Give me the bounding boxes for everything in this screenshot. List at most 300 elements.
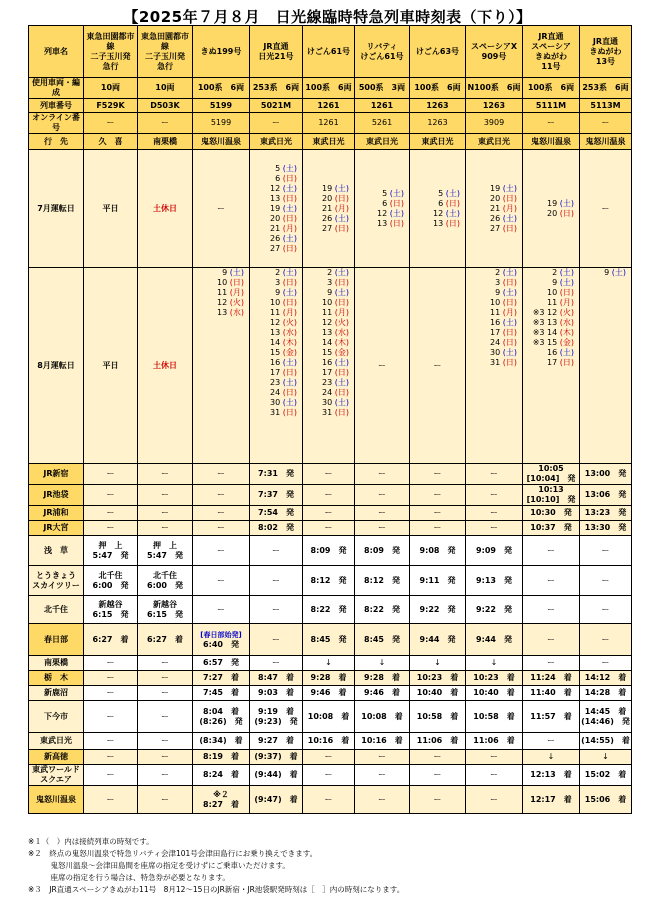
time-cell: ー: [138, 671, 193, 686]
station-row: [29, 596, 632, 624]
time-cell: ー: [138, 786, 193, 814]
run-days: [355, 150, 410, 268]
time-cell: ー: [355, 750, 410, 765]
row-cell: 東武日光: [250, 134, 303, 150]
time-cell: (9:37) 着: [250, 750, 303, 765]
time-cell: 10:16 着: [303, 733, 355, 750]
row-cell: 1261: [303, 99, 355, 113]
weekday: 平日: [84, 268, 138, 464]
time-cell: 9:03 着: [250, 686, 303, 701]
time-cell: 7:31 発: [250, 464, 303, 485]
row-label: 行 先: [29, 134, 84, 150]
time-cell: ↓: [303, 656, 355, 671]
run-day: 10 (日): [490, 298, 517, 307]
station-row: [29, 686, 632, 701]
run-day: 3 (日): [275, 278, 297, 287]
run-day: 21 (月): [490, 203, 517, 213]
time-cell: 8:24 着: [193, 765, 250, 786]
time-cell: ー: [138, 750, 193, 765]
time-cell: ↓: [466, 656, 523, 671]
time-cell: 7:37 発: [250, 485, 303, 506]
row-cell: 南栗橋: [138, 134, 193, 150]
run-day: 5 (土): [382, 188, 404, 198]
station-row: [29, 536, 632, 566]
run-day: 3 (日): [495, 278, 517, 287]
time-cell: ー: [523, 566, 580, 596]
time-cell: ー: [138, 686, 193, 701]
time-cell: 8:22 発: [355, 596, 410, 624]
info-row-dest: [29, 134, 632, 150]
run-day: 27 (日): [270, 243, 297, 253]
station-row: [29, 624, 632, 656]
row-cell: 500系 3両: [355, 78, 410, 99]
time-cell: ー: [138, 464, 193, 485]
time-cell: 10:05 [10:04] 発: [523, 464, 580, 485]
time-cell: 12:13 着: [523, 765, 580, 786]
time-cell: ↓: [523, 750, 580, 765]
time-cell: ー: [138, 733, 193, 750]
time-cell: ー: [138, 521, 193, 536]
run-day: 3 (日): [327, 278, 349, 287]
time-cell: ー: [303, 750, 355, 765]
row-cell: D503K: [138, 99, 193, 113]
time-cell: ↓: [355, 656, 410, 671]
time-cell: 新越谷 6:15 発: [84, 596, 138, 624]
row-cell: 100系 6両: [410, 78, 466, 99]
station-name: 新高徳: [29, 750, 84, 765]
station-name: JR池袋: [29, 485, 84, 506]
time-cell: 9:46 着: [355, 686, 410, 701]
time-cell: ー: [193, 506, 250, 521]
time-cell: 14:45 着 (14:46) 発: [580, 701, 632, 733]
time-cell: 8:02 発: [250, 521, 303, 536]
time-cell: ↓: [580, 750, 632, 765]
time-cell: ー: [193, 536, 250, 566]
time-cell: 7:45 着: [193, 686, 250, 701]
time-cell: 9:08 発: [410, 536, 466, 566]
time-cell: 6:57 発: [193, 656, 250, 671]
time-cell: ー: [84, 485, 138, 506]
time-cell: 9:11 発: [410, 566, 466, 596]
row-cell: ー: [138, 113, 193, 134]
row-cell: 鬼怒川温泉: [580, 134, 632, 150]
time-cell: 8:19 着: [193, 750, 250, 765]
august-row: [29, 268, 632, 464]
time-cell: ー: [303, 464, 355, 485]
time-cell: ー: [250, 596, 303, 624]
run-days: ー: [355, 268, 410, 464]
station-name: 南栗橋: [29, 656, 84, 671]
weekday: 平日: [84, 150, 138, 268]
run-days: [580, 268, 632, 464]
run-days: [466, 268, 523, 464]
time-cell: 押 上 5:47 発: [138, 536, 193, 566]
time-cell: ー: [138, 506, 193, 521]
row-cell: 5199: [193, 99, 250, 113]
row-cell: 東武日光: [466, 134, 523, 150]
run-day: 31 (日): [270, 408, 297, 417]
station-row: [29, 750, 632, 765]
info-row-online: [29, 113, 632, 134]
row-cell: ー: [580, 113, 632, 134]
row-cell: 5261: [355, 113, 410, 134]
run-days: [193, 268, 250, 464]
station-row: [29, 786, 632, 814]
time-cell: ー: [84, 765, 138, 786]
time-cell: ー: [303, 485, 355, 506]
time-cell: ー: [523, 656, 580, 671]
time-cell: 9:44 発: [410, 624, 466, 656]
time-cell: 9:28 着: [303, 671, 355, 686]
run-day: 27 (日): [322, 223, 349, 233]
station-row: [29, 521, 632, 536]
train-name: スペーシアX 909号: [466, 26, 523, 78]
time-cell: 9:22 発: [466, 596, 523, 624]
time-cell: 北千住 6:00 発: [84, 566, 138, 596]
time-cell: ー: [250, 566, 303, 596]
time-cell: 10:08 着: [303, 701, 355, 733]
run-day: 13 (日): [433, 218, 460, 228]
run-day: 10 (日): [322, 298, 349, 307]
run-days: [466, 150, 523, 268]
time-cell: ー: [410, 750, 466, 765]
time-cell: 9:44 発: [466, 624, 523, 656]
july-label: 7月運転日: [29, 150, 84, 268]
time-cell: 押 上 5:47 発: [84, 536, 138, 566]
run-day: 12 (土): [377, 208, 404, 218]
time-cell: ー: [84, 464, 138, 485]
row-cell: 1263: [466, 99, 523, 113]
row-cell: 100系 6両: [193, 78, 250, 99]
run-day: 12 (火): [270, 318, 297, 327]
row-cell: 東武日光: [355, 134, 410, 150]
run-day: 12 (火): [322, 318, 349, 327]
run-day: 30 (土): [322, 398, 349, 407]
row-cell: 鬼怒川温泉: [523, 134, 580, 150]
time-cell: 10:08 着: [355, 701, 410, 733]
footnote: 座席の指定を行う場合は、特急券が必要となります。: [28, 873, 230, 882]
row-cell: 東武日光: [303, 134, 355, 150]
time-cell: 6:27 着: [138, 624, 193, 656]
run-day: 17 (日): [490, 328, 517, 337]
run-day: 11 (月): [490, 308, 517, 317]
row-cell: 10両: [138, 78, 193, 99]
row-cell: 5111M: [523, 99, 580, 113]
run-days: [303, 150, 355, 268]
station-name: 東武ワールド スクエア: [29, 765, 84, 786]
run-day: 16 (土): [270, 358, 297, 367]
holiday: 土休日: [138, 150, 193, 268]
run-day: 12 (火): [217, 298, 244, 307]
run-days: ー: [580, 150, 632, 268]
run-days: [303, 268, 355, 464]
station-name: JR浦和: [29, 506, 84, 521]
run-day: 24 (日): [490, 338, 517, 347]
train-name: 東急田園都市線 二子玉川発 急行: [84, 26, 138, 78]
run-day: 11 (月): [270, 308, 297, 317]
train-name: けごん63号: [410, 26, 466, 78]
time-cell: 9:27 着: [250, 733, 303, 750]
run-day: 19 (土): [490, 183, 517, 193]
row-cell: 10両: [84, 78, 138, 99]
run-days: ー: [410, 268, 466, 464]
run-day: 6 (日): [438, 198, 460, 208]
row-cell: ー: [84, 113, 138, 134]
row-cell: 1261: [303, 113, 355, 134]
time-cell: ー: [355, 506, 410, 521]
time-cell: ー: [84, 786, 138, 814]
time-cell: 7:27 着: [193, 671, 250, 686]
time-cell: ー: [523, 536, 580, 566]
time-cell: ー: [523, 596, 580, 624]
time-cell: ー: [466, 464, 523, 485]
run-day: 12 (土): [433, 208, 460, 218]
time-cell: ー: [466, 485, 523, 506]
run-day: 30 (土): [270, 398, 297, 407]
time-cell: ー: [84, 686, 138, 701]
time-cell: 11:06 着: [410, 733, 466, 750]
time-cell: 8:12 発: [303, 566, 355, 596]
row-cell: 100系 6両: [523, 78, 580, 99]
station-row: [29, 656, 632, 671]
time-cell: 8:47 着: [250, 671, 303, 686]
run-days: [250, 268, 303, 464]
run-day: 24 (日): [270, 388, 297, 397]
time-cell: ー: [84, 750, 138, 765]
time-cell: ー: [580, 596, 632, 624]
header-row: [29, 26, 632, 78]
run-day: 2 (土): [327, 268, 349, 277]
run-day: 2 (土): [275, 268, 297, 277]
time-cell: ー: [193, 521, 250, 536]
time-cell: 7:54 発: [250, 506, 303, 521]
time-cell: 13:30 発: [580, 521, 632, 536]
run-day: 15 (金): [270, 348, 297, 357]
time-cell: ー: [355, 765, 410, 786]
time-cell: 9:22 発: [410, 596, 466, 624]
time-cell: 13:00 発: [580, 464, 632, 485]
time-cell: 新越谷 6:15 発: [138, 596, 193, 624]
run-day: 26 (土): [490, 213, 517, 223]
run-day: ※3 15 (金): [532, 338, 574, 347]
station-name: 下今市: [29, 701, 84, 733]
time-cell: 8:22 発: [303, 596, 355, 624]
time-cell: ー: [84, 701, 138, 733]
run-days: ー: [193, 150, 250, 268]
time-cell: 15:02 着: [580, 765, 632, 786]
run-day: 10 (日): [547, 288, 574, 297]
station-row: [29, 566, 632, 596]
time-cell: 11:57 着: [523, 701, 580, 733]
time-cell: ー: [580, 656, 632, 671]
time-cell: ー: [410, 464, 466, 485]
run-day: 10 (日): [270, 298, 297, 307]
run-day: 19 (土): [547, 198, 574, 208]
time-cell: ー: [580, 536, 632, 566]
run-day: 13 (日): [377, 218, 404, 228]
run-day: 24 (日): [322, 388, 349, 397]
time-cell: 10:16 着: [355, 733, 410, 750]
time-cell: ー: [303, 765, 355, 786]
run-day: 5 (土): [275, 163, 297, 173]
run-day: 9 (土): [604, 268, 626, 277]
station-row: [29, 485, 632, 506]
row-cell: 5021M: [250, 99, 303, 113]
train-name: きぬ199号: [193, 26, 250, 78]
run-day: ※3 13 (水): [532, 318, 574, 327]
time-cell: 8:45 発: [303, 624, 355, 656]
time-cell: ↓: [410, 656, 466, 671]
time-cell: 10:23 着: [410, 671, 466, 686]
july-row: [29, 150, 632, 268]
run-day: 15 (金): [322, 348, 349, 357]
time-cell: ー: [84, 656, 138, 671]
run-day: 19 (土): [270, 203, 297, 213]
run-day: 27 (日): [490, 223, 517, 233]
august-label: 8月運転日: [29, 268, 84, 464]
run-day: 20 (日): [322, 193, 349, 203]
train-name: JR直通 日光21号: [250, 26, 303, 78]
time-cell: ー: [523, 733, 580, 750]
row-cell: 3909: [466, 113, 523, 134]
time-cell: ー: [466, 765, 523, 786]
info-row-vehicle: [29, 78, 632, 99]
run-day: 21 (月): [270, 223, 297, 233]
row-label: 列車番号: [29, 99, 84, 113]
time-cell: 9:09 発: [466, 536, 523, 566]
row-cell: 5113M: [580, 99, 632, 113]
time-cell: ー: [410, 786, 466, 814]
row-cell: ー: [523, 113, 580, 134]
station-name: とうきょう スカイツリー: [29, 566, 84, 596]
run-day: 13 (日): [270, 193, 297, 203]
time-cell: 15:06 着: [580, 786, 632, 814]
footnotes: [28, 836, 628, 896]
time-cell: ー: [466, 521, 523, 536]
time-cell: ー: [580, 624, 632, 656]
row-cell: 東武日光: [410, 134, 466, 150]
row-cell: 253系 6両: [250, 78, 303, 99]
run-day: 17 (日): [322, 368, 349, 377]
row-cell: 1263: [410, 113, 466, 134]
run-day: 11 (月): [322, 308, 349, 317]
row-cell: ー: [250, 113, 303, 134]
time-cell: ー: [355, 485, 410, 506]
train-name: JR直通 きぬがわ 13号: [580, 26, 632, 78]
time-cell: 9:28 着: [355, 671, 410, 686]
station-row: [29, 701, 632, 733]
time-cell: (8:34) 着: [193, 733, 250, 750]
run-days: [250, 150, 303, 268]
train-name: けごん61号: [303, 26, 355, 78]
run-day: 23 (土): [322, 378, 349, 387]
time-cell: ー: [355, 521, 410, 536]
run-day: 13 (水): [322, 328, 349, 337]
run-day: ※3 14 (木): [532, 328, 574, 337]
time-cell: ー: [410, 521, 466, 536]
train-name: リバティ けごん61号: [355, 26, 410, 78]
time-cell: ー: [84, 506, 138, 521]
run-day: 16 (土): [322, 358, 349, 367]
time-cell: ー: [193, 566, 250, 596]
time-cell: 10:40 着: [466, 686, 523, 701]
time-cell: 6:27 着: [84, 624, 138, 656]
station-name: 北千住: [29, 596, 84, 624]
time-cell: (9:44) 着: [250, 765, 303, 786]
row-cell: F529K: [84, 99, 138, 113]
run-day: 16 (土): [490, 318, 517, 327]
time-cell: ー: [410, 485, 466, 506]
station-name: JR大宮: [29, 521, 84, 536]
station-row: [29, 765, 632, 786]
time-cell: ー: [138, 765, 193, 786]
footnote: ※１（ ）内は接続列車の時刻です。: [28, 837, 154, 846]
run-day: 5 (土): [438, 188, 460, 198]
run-day: 31 (日): [490, 358, 517, 367]
run-day: 10 (日): [217, 278, 244, 287]
run-day: 9 (土): [275, 288, 297, 297]
time-cell: 10:37 発: [523, 521, 580, 536]
station-name: 鬼怒川温泉: [29, 786, 84, 814]
time-cell: 13:23 発: [580, 506, 632, 521]
time-cell: ー: [84, 671, 138, 686]
timetable: [28, 25, 632, 814]
time-cell: 9:19 着 (9:23) 発: [250, 701, 303, 733]
time-cell: ー: [303, 521, 355, 536]
run-day: 2 (土): [552, 268, 574, 277]
row-label: オンライン番号: [29, 113, 84, 134]
footnote: ※３ JR直通スペーシアきぬがわ11号 8月12～15日のJR新宿・JR池袋駅発時刻は［ ］内の時刻になります。: [28, 885, 405, 894]
run-day: 14 (木): [270, 338, 297, 347]
run-day: 19 (土): [322, 183, 349, 193]
time-cell: 11:24 着: [523, 671, 580, 686]
run-days: [523, 150, 580, 268]
run-day: 11 (月): [217, 288, 244, 297]
time-cell: ー: [138, 656, 193, 671]
time-cell: [春日部始発] 6:40 発: [193, 624, 250, 656]
time-cell: (9:47) 着: [250, 786, 303, 814]
run-day: 17 (日): [270, 368, 297, 377]
time-cell: ー: [410, 506, 466, 521]
row-cell: 1263: [410, 99, 466, 113]
time-cell: 8:04 着 (8:26) 発: [193, 701, 250, 733]
row-cell: 久 喜: [84, 134, 138, 150]
footnote: 鬼怒川温泉～会津田島間を座席の指定を受けずにご乗車いただけます。: [28, 861, 290, 870]
time-cell: 北千住 6:00 発: [138, 566, 193, 596]
run-day: 9 (土): [495, 288, 517, 297]
time-cell: 8:09 発: [303, 536, 355, 566]
run-day: 17 (日): [547, 358, 574, 367]
time-cell: ー: [84, 733, 138, 750]
row-cell: N100系 6両: [466, 78, 523, 99]
header-label: 列車名: [29, 26, 84, 78]
time-cell: ー: [193, 464, 250, 485]
row-cell: 鬼怒川温泉: [193, 134, 250, 150]
time-cell: ※２ 8:27 着: [193, 786, 250, 814]
time-cell: ー: [466, 750, 523, 765]
run-day: 9 (土): [552, 278, 574, 287]
time-cell: 11:06 着: [466, 733, 523, 750]
run-day: 30 (土): [490, 348, 517, 357]
time-cell: ー: [466, 506, 523, 521]
time-cell: 8:45 発: [355, 624, 410, 656]
run-day: 6 (日): [382, 198, 404, 208]
holiday: 土休日: [138, 268, 193, 464]
run-day: 13 (水): [270, 328, 297, 337]
station-row: [29, 733, 632, 750]
run-day: 6 (日): [275, 173, 297, 183]
time-cell: 10:13 [10:10] 発: [523, 485, 580, 506]
